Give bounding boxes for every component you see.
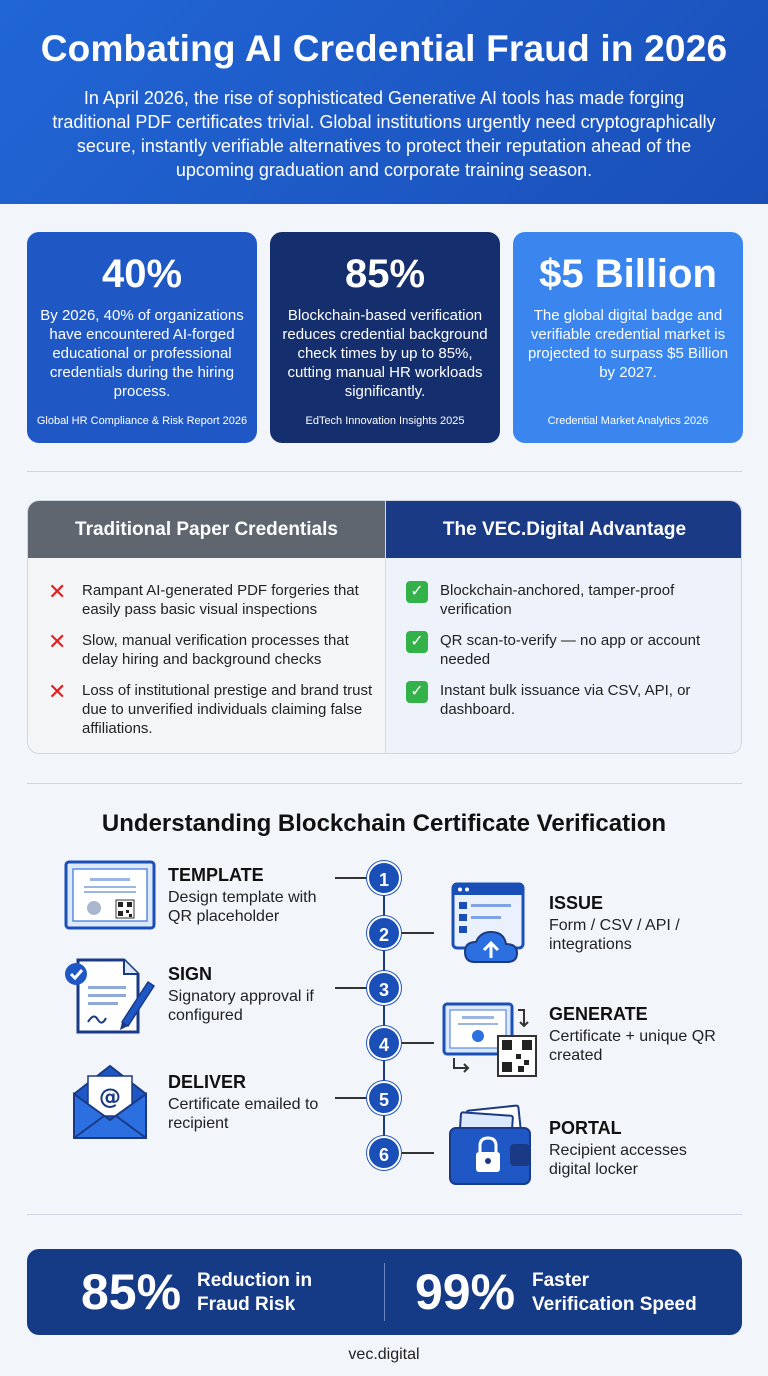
connector — [400, 1042, 434, 1044]
certificate-qr-icon — [440, 1000, 540, 1080]
page-subtitle: In April 2026, the rise of sophisticated Generative AI tools has made forging traditional PDF certificates trivial. Global institutions urgently need cryptographically secure, instantly verifiable alternatives to protect their reputation ahead of the upcoming graduation and corporate training season. — [52, 88, 716, 180]
step-number: 6 — [367, 1136, 401, 1170]
stat-source: Global HR Compliance & Risk Report 2026 — [36, 415, 248, 427]
step-number: 3 — [367, 971, 401, 1005]
step-title: SIGN — [168, 964, 213, 984]
stat-value: 85% — [344, 252, 426, 296]
advantage-heading: The VEC.Digital Advantage — [386, 501, 742, 558]
stat-source: EdTech Innovation Insights 2025 — [305, 415, 465, 427]
verification-speed-value: 99% — [415, 1264, 516, 1320]
stat-source: Credential Market Analytics 2026 — [547, 415, 709, 427]
connector — [335, 1097, 369, 1099]
step-number: 5 — [367, 1081, 401, 1115]
fraud-risk-value: 85% — [81, 1264, 182, 1320]
stat-card — [270, 232, 500, 443]
stat-description: By 2026, 40% of organizations have encountered AI-forged educational or professional credentials during the hiring process. — [40, 307, 244, 400]
list-item: ✓ Instant bulk issuance via CSV, API, or dashboard. — [406, 681, 733, 719]
step-description: Recipient accesses digital locker — [549, 1142, 687, 1178]
step-description: Design template with QR placeholder — [168, 889, 317, 925]
stat-value: 40% — [101, 252, 183, 296]
step-description: Signatory approval if configured — [168, 988, 314, 1024]
header-banner — [0, 0, 768, 204]
svg-text:@: @ — [99, 1085, 121, 1110]
process-title: Understanding Blockchain Certificate Verification — [101, 810, 667, 837]
signature-pen-icon — [62, 956, 158, 1036]
stat-value: $5 Billion — [539, 252, 717, 296]
step-description: Form / CSV / API / integrations — [549, 917, 680, 953]
step-description: Certificate emailed to recipient — [168, 1096, 319, 1132]
list-item: ✓ Blockchain-anchored, tamper-proof verification — [406, 581, 733, 619]
list-item: ✕ Slow, manual verification processes that delay hiring and background checks — [48, 629, 349, 668]
step-description: Certificate + unique QR created — [549, 1028, 716, 1064]
list-item: ✕ Loss of institutional prestige and brand trust due to unverified individuals claiming false affiliations. — [48, 679, 373, 737]
list-item: ✕ Rampant AI-generated PDF forgeries that easily pass basic visual inspections — [48, 579, 359, 618]
step-number: 4 — [367, 1026, 401, 1060]
connector — [400, 932, 434, 934]
cross-icon: ✕ — [48, 629, 67, 654]
results-banner — [27, 1249, 742, 1335]
fraud-risk-label: Reduction in Fraud Risk — [197, 1270, 313, 1315]
section-divider — [27, 783, 742, 784]
stat-card — [27, 232, 257, 443]
connector — [335, 987, 369, 989]
page-title: Combating AI Credential Fraud in 2026 — [40, 28, 728, 69]
checkmark-icon: ✓ — [406, 631, 428, 653]
connector — [335, 877, 369, 879]
advantage-column — [385, 501, 742, 754]
checkmark-icon: ✓ — [406, 681, 428, 703]
stat-description: Blockchain-based verification reduces credential background check times by up to 85%, cutting manual HR workloads significantly. — [282, 307, 488, 400]
step-title: ISSUE — [549, 893, 604, 913]
connector — [400, 1152, 434, 1154]
comparison-table — [27, 500, 742, 754]
wallet-lock-icon — [448, 1104, 532, 1186]
step-title: GENERATE — [549, 1004, 648, 1024]
list-item: ✓ QR scan-to-verify — no app or account needed — [406, 631, 733, 669]
step-title: PORTAL — [549, 1118, 622, 1138]
step-number: 1 — [367, 861, 401, 895]
section-divider — [27, 471, 742, 472]
stat-card — [513, 232, 743, 443]
cloud-upload-icon — [451, 882, 525, 968]
traditional-column — [28, 501, 385, 754]
step-title: TEMPLATE — [168, 865, 264, 885]
checkmark-icon: ✓ — [406, 581, 428, 603]
cross-icon: ✕ — [48, 679, 67, 704]
certificate-template-icon — [64, 860, 156, 930]
cross-icon: ✕ — [48, 579, 67, 604]
step-title: DELIVER — [168, 1072, 247, 1092]
verification-speed-label: Faster Verification Speed — [532, 1270, 697, 1315]
email-envelope-icon — [70, 1062, 150, 1142]
stat-description: The global digital badge and verifiable credential market is projected to surpass $5 Billion by 2027. — [527, 307, 729, 381]
footer-url[interactable]: vec.digital — [348, 1346, 420, 1363]
banner-divider — [384, 1263, 385, 1321]
section-divider — [27, 1214, 742, 1215]
step-number: 2 — [367, 916, 401, 950]
traditional-heading: Traditional Paper Credentials — [28, 501, 385, 558]
